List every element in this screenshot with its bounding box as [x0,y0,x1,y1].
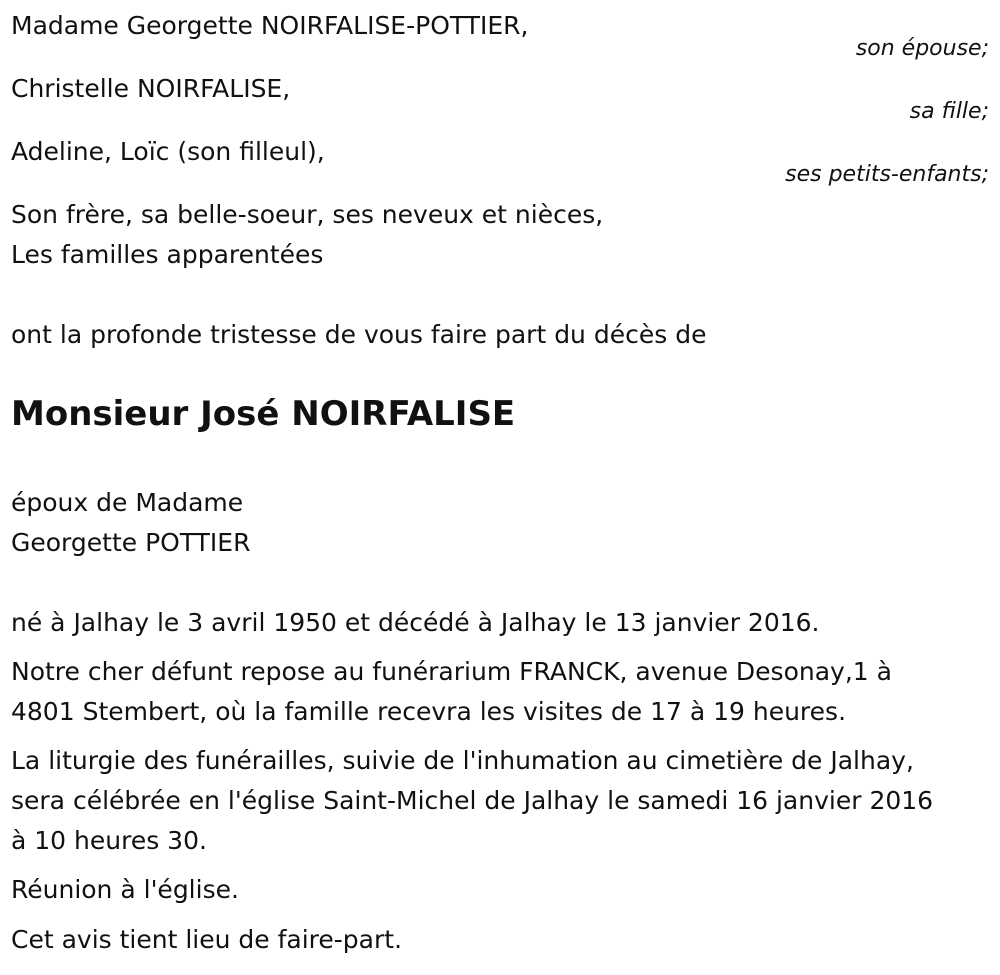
liturgy-line: La liturgie des funérailles, suivie de l'inhumation au cimetière de Jalhay, [11,746,914,775]
repose-line: Notre cher défunt repose au funérarium FRANCK, avenue Desonay,1 à [11,657,892,686]
family-member-name-grandchildren: Adeline, Loïc (son filleul), [11,137,325,166]
spouse-line: époux de Madame [11,488,244,517]
liturgy-line: sera célébrée en l'église Saint-Michel de Jalhay le samedi 16 janvier 2016 [11,786,934,815]
reunion-text: Réunion à l'église. [11,875,239,904]
birth-death-text: né à Jalhay le 3 avril 1950 et décédé à Jalhay le 13 janvier 2016. [11,608,820,637]
announcement-text: ont la profonde tristesse de vous faire part du décès de [11,320,707,349]
repose-line: 4801 Stembert, où la famille recevra les visites de 17 à 19 heures. [11,697,847,726]
family-member-relation-grandchildren: ses petits-enfants; [785,162,989,187]
deceased-name: Monsieur José NOIRFALISE [11,394,516,434]
other-family-line: Les familles apparentées [11,240,324,269]
closing-text: Cet avis tient lieu de faire-part. [11,925,403,954]
family-member-name-spouse: Madame Georgette NOIRFALISE-POTTIER, [11,11,529,40]
spouse-line: Georgette POTTIER [11,528,251,557]
family-member-relation-daughter: sa fille; [909,99,989,124]
other-family-line: Son frère, sa belle-soeur, ses neveux et nièces, [11,200,604,229]
family-member-name-daughter: Christelle NOIRFALISE, [11,74,291,103]
liturgy-line: à 10 heures 30. [11,826,207,855]
family-member-relation-spouse: son épouse; [855,36,989,61]
